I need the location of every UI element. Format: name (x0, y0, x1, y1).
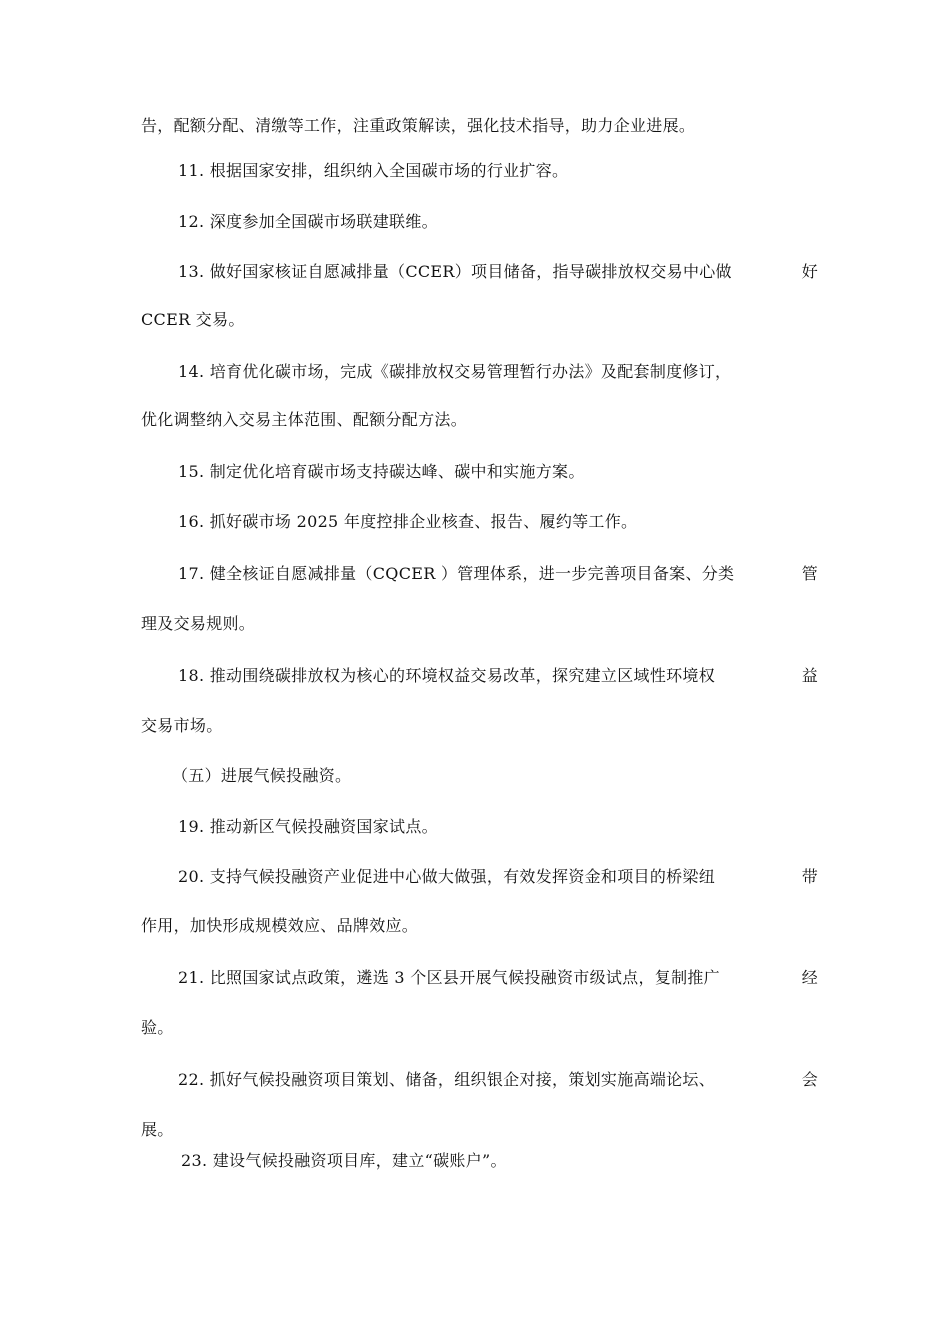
list-item-14-continuation: 优化调整纳入交易主体范围、配额分配方法。 (141, 410, 468, 429)
list-item-19: 19. 推动新区气候投融资国家试点。 (178, 817, 438, 836)
list-item-22-continuation: 展。 (141, 1120, 174, 1139)
list-item-21 (178, 967, 818, 989)
list-item-17 (178, 563, 818, 585)
list-item-18-tail: 益 (801, 666, 818, 685)
list-item-21-tail: 经 (801, 968, 818, 987)
list-item-13-text: 13. 做好国家核证自愿减排量（CCER）项目储备，指导碳排放权交易中心做 (178, 262, 732, 281)
list-item-18-continuation: 交易市场。 (141, 716, 223, 735)
list-item-17-tail: 管 (801, 564, 818, 583)
list-item-21-text: 21. 比照国家试点政策，遴选 3 个区县开展气候投融资市级试点，复制推广 (178, 968, 720, 987)
section-heading: （五）进展气候投融资。 (172, 766, 352, 785)
list-item-13-tail: 好 (801, 262, 818, 281)
list-item-15: 15. 制定优化培育碳市场支持碳达峰、碳中和实施方案。 (178, 462, 585, 481)
list-item-18-text: 18. 推动围绕碳排放权为核心的环境权益交易改革，探究建立区域性环境权 (178, 666, 716, 685)
list-item-12: 12. 深度参加全国碳市场联建联维。 (178, 212, 438, 231)
list-item-22-tail: 会 (801, 1070, 818, 1089)
list-item-22-text: 22. 抓好气候投融资项目策划、储备，组织银企对接，策划实施高端论坛、 (178, 1070, 716, 1089)
list-item-20-tail: 带 (801, 867, 818, 886)
list-item-18 (178, 665, 818, 687)
list-item-16: 16. 抓好碳市场 2025 年度控排企业核查、报告、履约等工作。 (178, 512, 638, 531)
list-item-14: 14. 培育优化碳市场，完成《碳排放权交易管理暂行办法》及配套制度修订， (178, 362, 732, 381)
list-item-20-continuation: 作用，加快形成规模效应、品牌效应。 (141, 916, 419, 935)
list-item-22 (178, 1069, 818, 1091)
list-item-20 (178, 866, 818, 888)
paragraph-line: 告，配额分配、清缴等工作，注重政策解读，强化技术指导，助力企业进展。 (141, 116, 696, 135)
list-item-17-text: 17. 健全核证自愿减排量（CQCER ）管理体系，进一步完善项目备案、分类 (178, 564, 735, 583)
list-item-17-continuation: 理及交易规则。 (141, 614, 256, 633)
list-item-13-continuation: CCER 交易。 (141, 310, 245, 329)
list-item-13 (178, 261, 818, 283)
list-item-21-continuation: 验。 (141, 1018, 174, 1037)
list-item-11: 11. 根据国家安排，组织纳入全国碳市场的行业扩容。 (178, 161, 569, 180)
list-item-20-text: 20. 支持气候投融资产业促进中心做大做强，有效发挥资金和项目的桥梁纽 (178, 867, 716, 886)
list-item-23: 23. 建设气候投融资项目库，建立“碳账户”。 (181, 1151, 507, 1170)
